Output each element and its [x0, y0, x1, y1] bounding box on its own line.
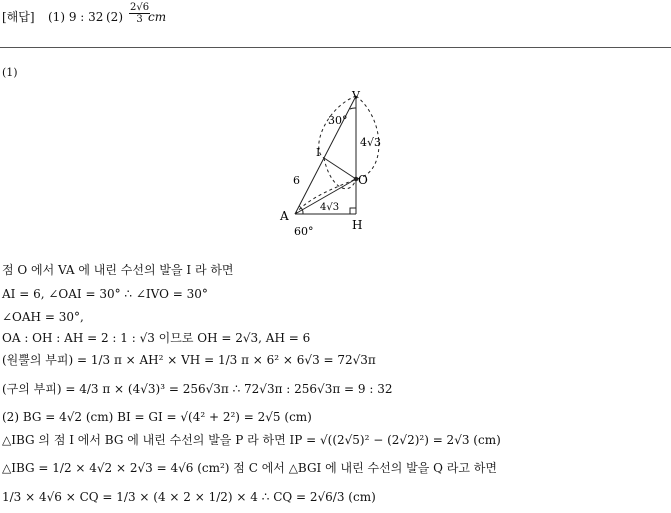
label-O: O: [358, 173, 368, 187]
solution-line-1: 점 O 에서 VA 에 내린 수선의 발을 I 라 하면: [2, 263, 234, 277]
solution-line-9: △IBG = 1/2 × 4√2 × 2√3 = 4√6 (cm²) 점 C 에서 △BGI 에 내린 수선의 발을 Q 라고 하면: [2, 461, 497, 475]
label-A: A: [280, 209, 289, 223]
solution-line-7: (2) BG = 4√2 (cm) BI = GI = √(4² + 2²) = 2√5 (cm): [2, 410, 312, 424]
label-H: H: [352, 218, 363, 232]
answer-part2-label: (2): [106, 10, 123, 24]
angle-arc-V: [350, 108, 356, 109]
solution-line-8: △IBG 의 점 I 에서 BG 에 내린 수선의 발을 P 라 하면 IP = √((2√5)² − (2√2)²) = 2√3 (cm): [2, 433, 501, 447]
label-V: V: [352, 89, 360, 102]
solution-line-4: OA : OH : AH = 2 : 1 : √3 이므로 OH = 2√3, AH = 6: [2, 331, 311, 345]
label-angle-V: 30°: [328, 114, 348, 127]
solution-line-5: (원뿔의 부피) = 1/3 π × AH² × VH = 1/3 π × 6² × 6√3 = 72√3π: [2, 353, 376, 367]
cone-sphere-figure: [270, 88, 400, 238]
answer-part2-denominator: 3: [136, 14, 143, 25]
right-angle-mark: [350, 208, 356, 214]
label-length-AI: 6: [293, 174, 300, 187]
answer-tag: [해답]: [2, 10, 35, 24]
label-I: I: [316, 146, 321, 159]
solution-line-10: 1/3 × 4√6 × CQ = 1/3 × (4 × 2 × 1/2) × 4 ∴ CQ = 2√6/3 (cm): [2, 490, 376, 504]
dashed-arc-mid: [324, 158, 356, 189]
part1-label: (1): [2, 66, 18, 79]
answer-part2-unit: cm: [148, 10, 167, 24]
answer-part2-numerator: 2√6: [130, 2, 150, 13]
label-length-VO: 4√3: [360, 136, 382, 149]
header-divider: [0, 47, 671, 48]
answer-part1: (1) 9 : 32: [48, 10, 104, 24]
solution-line-2: AI = 6, ∠OAI = 30° ∴ ∠IVO = 30°: [2, 287, 208, 301]
segment-IO: [324, 158, 356, 179]
label-length-AO: 4√3: [320, 202, 340, 213]
label-angle-A: 60°: [294, 225, 314, 238]
dashed-arc-top: [319, 96, 356, 158]
solution-line-3: ∠OAH = 30°,: [2, 310, 84, 324]
solution-line-6: (구의 부피) = 4/3 π × (4√3)³ = 256√3π ∴ 72√3π : 256√3π = 9 : 32: [2, 382, 393, 396]
